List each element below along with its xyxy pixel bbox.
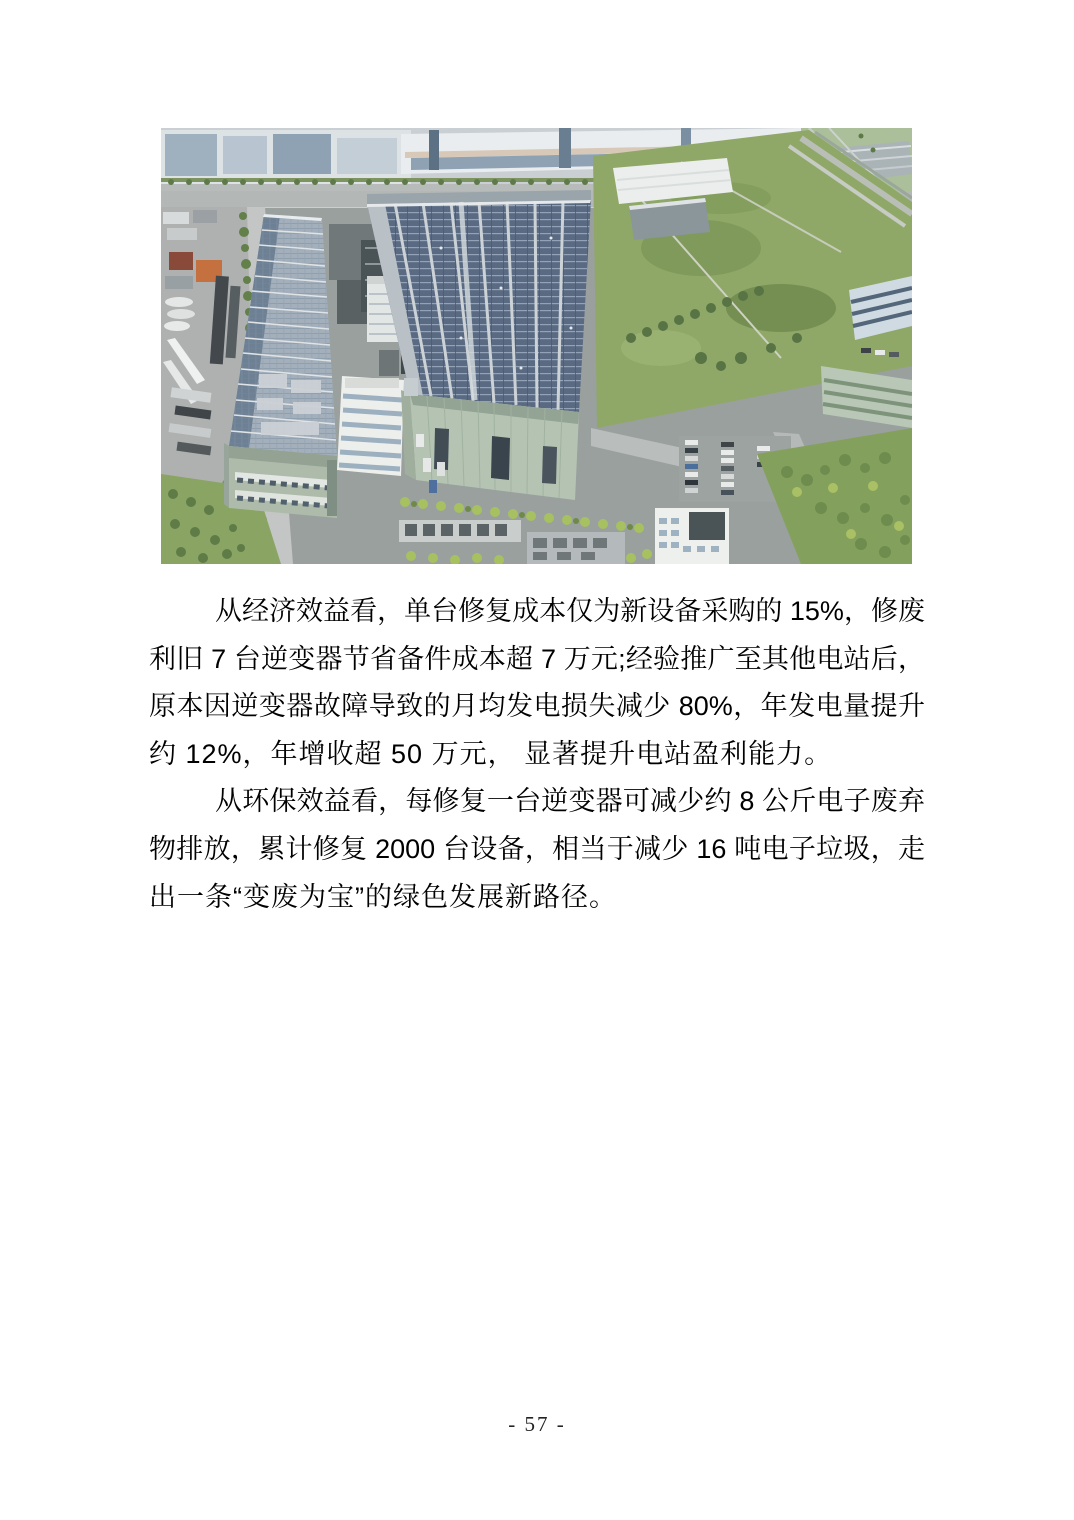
paragraph-economic-benefit bbox=[149, 588, 925, 778]
text-line: 约 12%，年增收超 50 万元， 显著提升电站盈利能力。 bbox=[149, 738, 833, 769]
text-line: 从经济效益看，单台修复成本仅为新设备采购的 15%，修废 bbox=[215, 596, 925, 626]
text-line: 从环保效益看，每修复一台逆变器可减少约 8 公斤电子废弃 bbox=[215, 786, 925, 817]
aerial-photo-illustration bbox=[161, 128, 912, 564]
text-line: 利旧 7 台逆变器节省备件成本超 7 万元;经验推广至其他电站后， bbox=[149, 643, 925, 674]
text-line: 出一条“变废为宝”的绿色发展新路径。 bbox=[149, 881, 617, 912]
body-text bbox=[149, 588, 925, 921]
text-line: 原本因逆变器故障导致的月均发电损失减少 80%，年发电量提升 bbox=[149, 691, 925, 722]
page-number: - 57 - bbox=[508, 1412, 566, 1436]
paragraph-environmental-benefit bbox=[149, 778, 925, 921]
aerial-photo bbox=[161, 128, 912, 564]
text-line: 物排放，累计修复 2000 台设备，相当于减少 16 吨电子垃圾，走 bbox=[149, 833, 925, 864]
